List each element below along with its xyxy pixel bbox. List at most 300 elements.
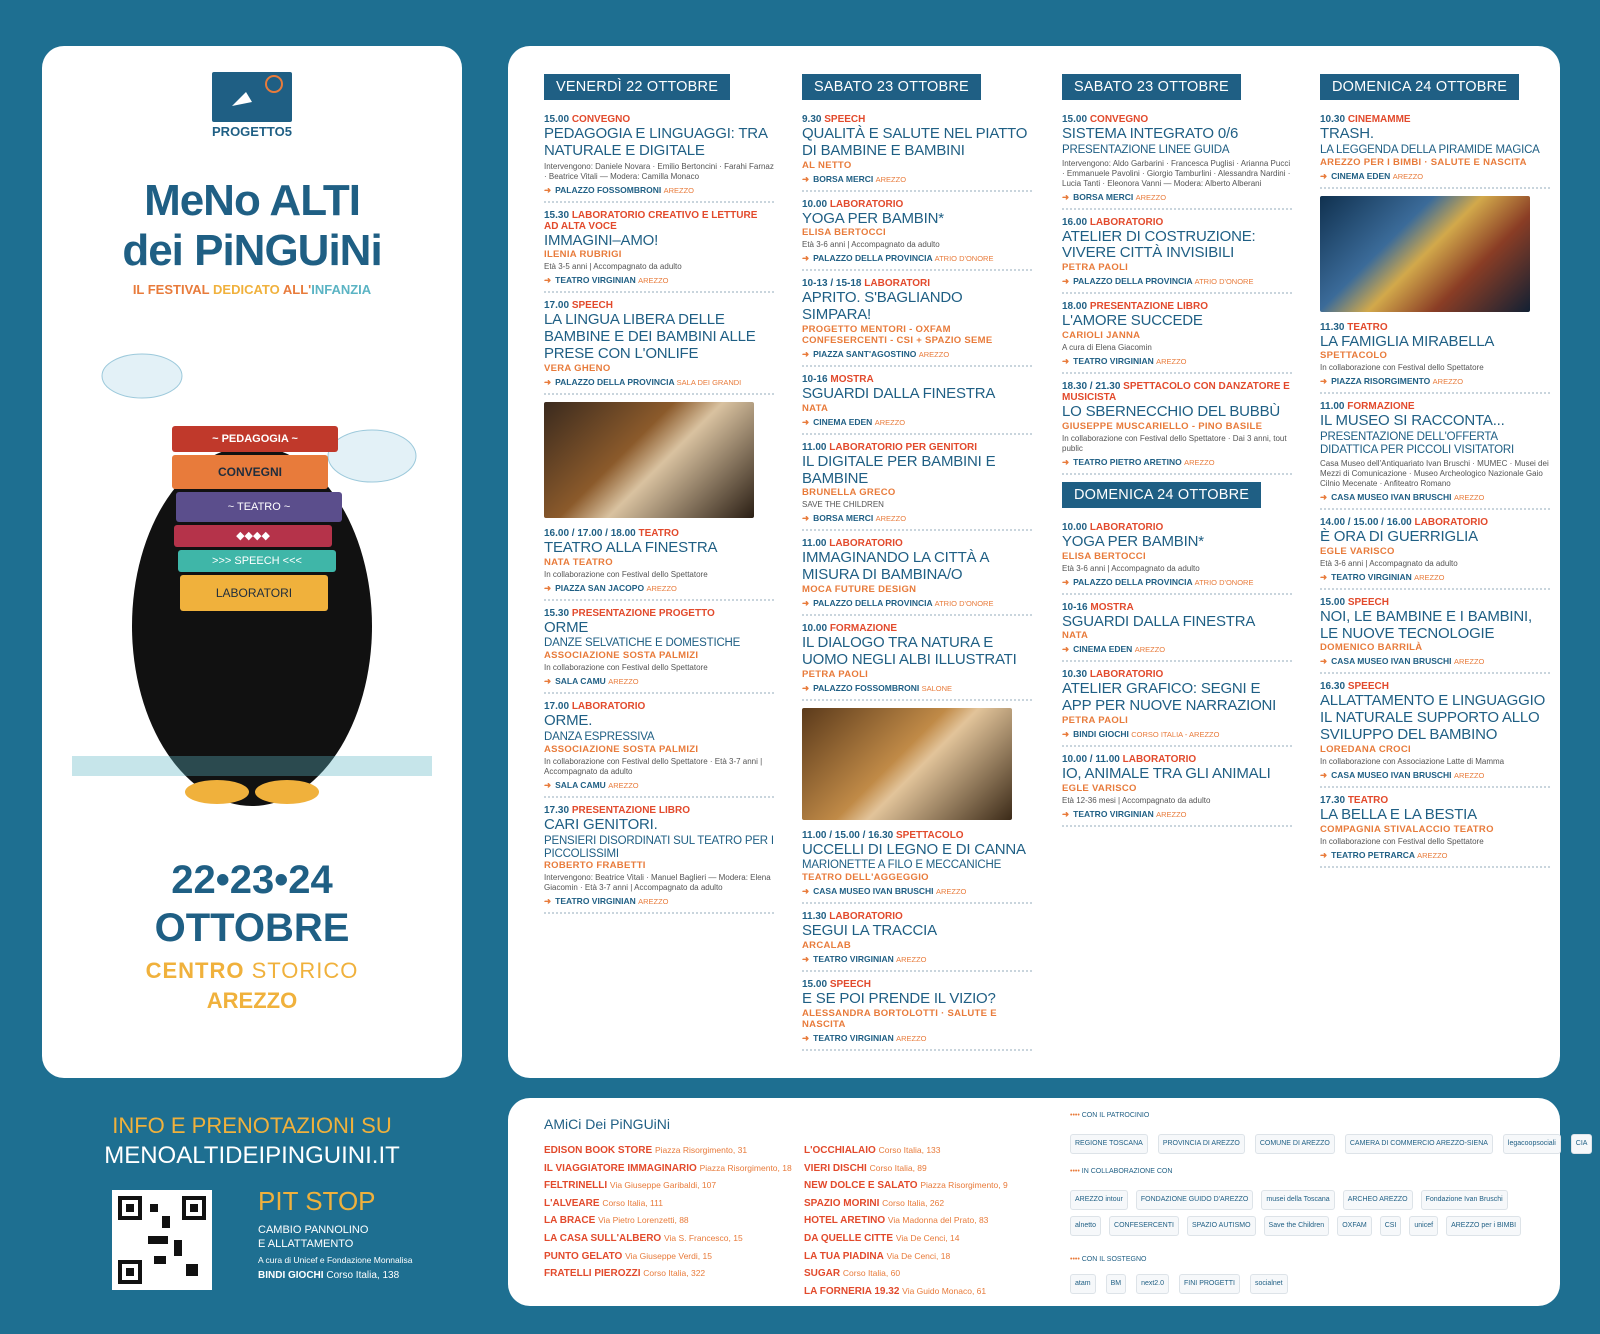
- event-time-value: 10-16: [802, 373, 828, 385]
- sponsor-logo: FINI PROGETTI: [1179, 1274, 1240, 1294]
- event-presenter: BRUNELLA GRECO: [802, 487, 896, 499]
- event-item[interactable]: [802, 911, 1032, 972]
- event-type: LABORATORIO: [829, 911, 903, 923]
- event-presenter: ARCALAB: [802, 940, 852, 952]
- pit-stop-line1: CAMBIO PANNOLINO: [258, 1224, 369, 1236]
- event-title: IL DIALOGO TRA NATURA E UOMO NEGLI ALBI ILLUSTRATI: [802, 633, 1017, 668]
- event-title: NOI, LE BAMBINE E I BAMBINI, LE NUOVE TECNOLOGIE: [1320, 607, 1532, 642]
- partners-panel: [508, 1098, 1588, 1306]
- event-presenter: ALESSANDRA BORTOLOTTI · SALUTE E NASCITA: [802, 1007, 997, 1030]
- event-title: È ORA DI GUERRIGLIA: [1320, 528, 1478, 546]
- event-title: IO, ANIMALE TRA GLI ANIMALI: [1062, 765, 1271, 783]
- event-venue[interactable]: [544, 275, 774, 286]
- event-venue-detail: AREZZO: [646, 583, 677, 593]
- event-title: IL MUSEO SI RACCONTA...: [1320, 412, 1505, 430]
- event-note: Intervengono: Beatrice Vitali · Manuel Baglieri — Modera: Elena Giacomin · Età 3-7 anni | Accompagnato da adulto: [544, 873, 771, 893]
- event-venue-detail: AREZZO: [1134, 645, 1166, 655]
- event-item[interactable]: [544, 300, 774, 394]
- festival-tagline: IL FESTIVAL DEDICATO ALL'INFANZIA: [132, 282, 372, 297]
- event-item[interactable]: [1320, 681, 1550, 787]
- event-venue-name: PALAZZO DELLA PROVINCIA: [813, 253, 933, 264]
- event-venue[interactable]: [1062, 809, 1292, 820]
- event-time-value: 9.30: [802, 114, 822, 125]
- partner-shop: [804, 1230, 1064, 1248]
- event-title: L'AMORE SUCCEDE: [1062, 312, 1203, 330]
- event-presenter: NATA: [1062, 630, 1089, 642]
- partner-shop-name: HOTEL ARETINO: [804, 1215, 886, 1227]
- day-header: DOMENICA 24 OTTOBRE: [1320, 74, 1519, 100]
- event-time-value: 16.00: [1062, 216, 1088, 228]
- event-time: [802, 830, 1032, 841]
- event-venue[interactable]: [802, 886, 1032, 897]
- book-ornament: ◆◆◆◆: [174, 525, 332, 547]
- sponsor-logo: AREZZO per i BIMBI: [1446, 1216, 1521, 1236]
- event-type: MOSTRA: [830, 373, 874, 385]
- event-time: [1062, 602, 1292, 613]
- sponsor-logo: AREZZO intour: [1070, 1190, 1128, 1210]
- book-pedagogia: ~ PEDAGOGIA ~: [172, 426, 338, 452]
- event-time: [544, 608, 774, 619]
- sostegno-label: •••• CON IL SOSTEGNO: [1070, 1256, 1146, 1263]
- event-title: LA LINGUA LIBERA DELLE BAMBINE E DEI BAMBINI ALLE PRESE CON L'ONLIFE: [544, 311, 756, 362]
- partner-shop-name: LA TUA PIADINA: [804, 1250, 884, 1262]
- event-presenter: AL NETTO: [802, 159, 852, 171]
- event-venue-detail: AREZZO: [1432, 377, 1464, 387]
- event-time: [802, 442, 1032, 453]
- event-time-value: 15.00: [544, 114, 570, 125]
- event-venue-detail: AREZZO: [1156, 357, 1187, 367]
- event-venue[interactable]: [1062, 577, 1292, 588]
- event-venue[interactable]: [802, 174, 1032, 185]
- partner-shop-name: L'ALVEARE: [544, 1197, 600, 1209]
- event-presenter: VERA GHENO: [544, 362, 611, 374]
- event-title: QUALITÀ E SALUTE NEL PIATTO DI BAMBINE E BAMBINI: [802, 125, 1028, 159]
- event-item[interactable]: [802, 979, 1032, 1051]
- partner-shop-address: Piazza Risorgimento, 18: [699, 1162, 792, 1173]
- event-venue-detail: AREZZO: [1135, 192, 1167, 202]
- partner-shop: [544, 1177, 804, 1195]
- partner-shop: [544, 1265, 804, 1283]
- event-title: UCCELLI DI LEGNO E DI CANNA: [802, 840, 1026, 858]
- event-title: ATELIER DI COSTRUZIONE: VIVERE CITTÀ INVISIBILI: [1062, 227, 1256, 262]
- event-venue[interactable]: [1320, 572, 1550, 583]
- event-venue[interactable]: [544, 377, 774, 388]
- event-venue-name: PALAZZO FOSSOMBRONI: [555, 184, 662, 195]
- pit-stop-line2: E ALLATTAMENTO: [258, 1238, 354, 1250]
- event-item[interactable]: [1062, 522, 1292, 595]
- event-note: In collaborazione con Festival dello Spettatore · Dai 3 anni, tout public: [1062, 433, 1287, 453]
- sponsor-logo: legacoopsociali: [1503, 1134, 1561, 1154]
- partner-shop-address: Corso Italia, 89: [869, 1162, 927, 1173]
- event-venue[interactable]: [1320, 850, 1550, 861]
- event-venue[interactable]: [802, 253, 1032, 264]
- patrocinio-logos: [1070, 1134, 1592, 1154]
- partner-shop-name: NEW DOLCE E SALATO: [804, 1180, 918, 1192]
- event-title: ORME: [544, 618, 589, 636]
- event-time: [544, 805, 774, 816]
- event-item[interactable]: [802, 538, 1032, 616]
- event-type: PRESENTAZIONE LIBRO: [571, 804, 690, 816]
- event-subtitle: PENSIERI DISORDINATI SUL TEATRO PER I PICCOLISSIMI: [544, 834, 774, 860]
- event-item[interactable]: [544, 114, 774, 203]
- event-type: LABORATORIO: [1122, 754, 1197, 766]
- sponsor-logo: atam: [1070, 1274, 1096, 1294]
- event-item[interactable]: [802, 278, 1032, 367]
- event-venue[interactable]: [544, 583, 774, 594]
- event-time: [802, 538, 1032, 549]
- event-item[interactable]: [1062, 754, 1292, 827]
- event-item[interactable]: [802, 374, 1032, 435]
- event-time-value: 15.00: [802, 979, 828, 991]
- partner-shop-name: DA QUELLE CITTE: [804, 1232, 894, 1244]
- event-note: Età 3-6 anni | Accompagnato da adulto: [802, 240, 940, 250]
- event-type: SPETTACOLO: [895, 829, 964, 841]
- event-venue-name: PALAZZO DELLA PROVINCIA: [1073, 576, 1193, 587]
- partner-shop-name: IL VIAGGIATORE IMMAGINARIO: [544, 1162, 697, 1174]
- patrocinio-label: •••• CON IL PATROCINIO: [1070, 1112, 1149, 1119]
- progetto5-logo: [212, 72, 292, 122]
- event-venue-name: PIAZZA SAN JACOPO: [555, 582, 645, 593]
- event-venue[interactable]: [1062, 356, 1292, 367]
- event-venue-detail: AREZZO: [896, 1033, 927, 1043]
- event-venue[interactable]: [1320, 171, 1550, 182]
- partner-shop: [544, 1160, 804, 1178]
- event-presenter: EGLE VARISCO: [1320, 545, 1395, 557]
- partner-shop-address: Corso Italia, 322: [643, 1268, 706, 1279]
- event-venue-name: TEATRO VIRGINIAN: [813, 1032, 894, 1043]
- sponsor-logo: BM: [1106, 1274, 1127, 1294]
- event-note: In collaborazione con Festival dello Spettatore: [544, 663, 708, 673]
- event-item[interactable]: [544, 701, 774, 798]
- event-item[interactable]: [1320, 517, 1550, 590]
- event-venue-name: SALA CAMU: [555, 676, 606, 687]
- day-header: VENERDÌ 22 OTTOBRE: [544, 74, 730, 100]
- event-time: [544, 210, 774, 232]
- event-time-value: 11.00: [802, 441, 827, 453]
- partner-shop-address: Corso Italia, 133: [878, 1145, 941, 1155]
- event-venue-name: CINEMA EDEN: [1331, 170, 1391, 181]
- event-venue[interactable]: [802, 683, 1032, 694]
- partner-shop-name: VIERI DISCHI: [804, 1162, 867, 1174]
- book-convegni: CONVEGNI: [172, 455, 328, 489]
- event-venue[interactable]: [802, 417, 1032, 428]
- event-venue[interactable]: [544, 896, 774, 907]
- event-time: [544, 701, 774, 712]
- event-presenter: PETRA PAOLI: [802, 668, 869, 680]
- event-time: [802, 374, 1032, 385]
- event-time-value: 10.00: [1062, 521, 1088, 533]
- event-type: SPEECH: [829, 979, 871, 991]
- event-time: [1062, 301, 1292, 312]
- event-item[interactable]: [1062, 669, 1292, 747]
- partner-shop-address: Corso Italia, 60: [842, 1268, 901, 1279]
- partner-shop-address: Piazza Risorgimento, 9: [920, 1180, 1008, 1191]
- event-note: Casa Museo dell'Antiquariato Ivan Bruschi · MUMEC · Musei dei Mezzi di Comunicazione · Museo Archeologico Nazionale Gaio Cilnio Mecenate · Anfiteatro Romano: [1320, 459, 1549, 489]
- day-column-1: [544, 74, 774, 921]
- partner-shop-name: EDISON BOOK STORE: [544, 1145, 653, 1156]
- event-title: PEDAGOGIA E LINGUAGGI: TRA NATURALE E DIGITALE: [544, 125, 767, 159]
- event-venue[interactable]: [1062, 457, 1292, 468]
- event-title: LA FAMIGLIA MIRABELLA: [1320, 332, 1495, 350]
- event-time: [1062, 522, 1292, 533]
- event-title: TRASH.: [1320, 125, 1374, 142]
- partner-shop-name: SUGAR: [804, 1268, 841, 1280]
- event-time-value: 18.30 / 21.30: [1062, 381, 1121, 393]
- event-time: [802, 114, 1032, 125]
- progetto5-label: PROGETTO5: [212, 124, 292, 139]
- partner-shop-address: Piazza Risorgimento, 31: [654, 1145, 748, 1155]
- partner-shop: [804, 1142, 1064, 1160]
- event-presenter: ROBERTO FRABETTI: [544, 860, 646, 872]
- day-header: SABATO 23 OTTOBRE: [802, 74, 981, 100]
- partner-shop-address: Via Pietro Lorenzetti, 88: [598, 1215, 689, 1226]
- partner-shop: [804, 1195, 1064, 1213]
- event-item[interactable]: [544, 210, 774, 294]
- event-venue-detail: SALA DEI GRANDI: [676, 377, 742, 387]
- event-venue-detail: AREZZO: [608, 677, 639, 687]
- event-presenter: PETRA PAOLI: [1062, 262, 1129, 274]
- event-item[interactable]: [544, 608, 774, 695]
- event-time-value: 15.30: [544, 209, 570, 221]
- event-venue-name: CASA MUSEO IVAN BRUSCHI: [813, 886, 934, 897]
- event-venue-name: TEATRO PETRARCA: [1331, 849, 1415, 860]
- event-type: CONVEGNO: [1089, 114, 1149, 125]
- event-type: FORMAZIONE: [1347, 401, 1415, 413]
- event-type: TEATRO: [1347, 321, 1388, 333]
- event-venue[interactable]: [544, 780, 774, 791]
- event-venue-detail: AREZZO: [875, 174, 907, 184]
- event-title: ALLATTAMENTO E LINGUAGGIO IL NATURALE SUPPORTO ALLO SVILUPPO DEL BAMBINO: [1320, 692, 1546, 743]
- event-venue-name: PALAZZO FOSSOMBRONI: [813, 682, 920, 693]
- partner-shop: [544, 1195, 804, 1213]
- book-stack: [172, 426, 332, 611]
- event-time: [1062, 669, 1292, 680]
- sponsor-logo: CONFESERCENTI: [1109, 1216, 1179, 1236]
- partner-shop-address: Via Madonna del Prato, 83: [887, 1215, 989, 1226]
- event-time: [1062, 217, 1292, 228]
- partner-shop-address: Via De Cenci, 18: [886, 1250, 951, 1261]
- pit-stop-credit: A cura di Unicef e Fondazione Monnalisa: [258, 1255, 413, 1265]
- event-venue-name: BORSA MERCI: [813, 173, 874, 184]
- event-type: CONVEGNO: [571, 114, 631, 125]
- event-venue[interactable]: [1320, 492, 1550, 503]
- book-teatro: ~ TEATRO ~: [176, 492, 342, 522]
- event-venue[interactable]: [802, 513, 1032, 524]
- event-venue[interactable]: [802, 349, 1032, 360]
- event-presenter: ELISA BERTOCCI: [1062, 550, 1146, 562]
- collaborazione-logos: [1070, 1190, 1530, 1236]
- event-presenter: NATA: [802, 402, 829, 414]
- event-venue-detail: AREZZO: [918, 349, 950, 359]
- event-type: LABORATORIO: [571, 701, 646, 713]
- event-venue[interactable]: [544, 676, 774, 687]
- event-venue[interactable]: [544, 185, 774, 196]
- partner-shop: [804, 1177, 1064, 1195]
- event-venue[interactable]: [802, 954, 1032, 965]
- event-subtitle: LA LEGGENDA DELLA PIRAMIDE MAGICA: [1320, 143, 1540, 156]
- festival-brand-panel: [42, 46, 462, 1078]
- event-type: SPEECH: [1347, 681, 1389, 693]
- partner-shop: [804, 1283, 1064, 1301]
- event-title: YOGA PER BAMBIN*: [1062, 532, 1204, 550]
- event-presenter: COMPAGNIA STIVALACCIO TEATRO: [1320, 823, 1494, 835]
- event-venue[interactable]: [1320, 770, 1550, 781]
- event-type: PRESENTAZIONE PROGETTO: [571, 607, 715, 619]
- partner-shop: [544, 1212, 804, 1230]
- event-venue-detail: AREZZO: [896, 955, 927, 965]
- event-item[interactable]: [1062, 602, 1292, 663]
- sponsor-logo: CSI: [1380, 1216, 1402, 1236]
- event-venue-name: TEATRO VIRGINIAN: [1073, 808, 1154, 819]
- event-venue[interactable]: [1320, 656, 1550, 667]
- event-presenter: ELISA BERTOCCI: [802, 227, 886, 239]
- event-photo: [544, 402, 754, 518]
- event-item[interactable]: [802, 199, 1032, 272]
- event-type: LABORATORIO: [1089, 669, 1164, 681]
- event-title: IMMAGINANDO LA CITTÀ A MISURA DI BAMBINA/O: [802, 549, 989, 584]
- partner-shop: [544, 1142, 804, 1160]
- partner-shop-name: L'OCCHIALAIO: [804, 1145, 876, 1156]
- event-item[interactable]: [1062, 217, 1292, 295]
- event-item[interactable]: [1320, 114, 1550, 189]
- partner-shop-name: SPAZIO MORINI: [804, 1197, 880, 1209]
- event-subtitle: MARIONETTE A FILO E MECCANICHE: [802, 859, 1002, 872]
- event-type: SPEECH: [824, 114, 866, 125]
- event-venue-detail: AREZZO: [608, 780, 639, 790]
- event-note: In collaborazione con Festival dello Spettatore: [544, 569, 708, 579]
- event-title: TEATRO ALLA FINESTRA: [544, 538, 718, 556]
- pit-stop-shop: BINDI GIOCHI Corso Italia, 138: [258, 1270, 400, 1281]
- qr-code[interactable]: [112, 1190, 212, 1290]
- event-presenter: PETRA PAOLI: [1062, 715, 1129, 727]
- sponsor-logo: socialnet: [1250, 1274, 1288, 1294]
- event-item[interactable]: [1320, 401, 1550, 510]
- event-venue-detail: AREZZO: [1156, 809, 1187, 819]
- event-item[interactable]: [802, 442, 1032, 532]
- event-item[interactable]: [544, 805, 774, 915]
- event-type: LABORATORI: [864, 278, 931, 290]
- event-time-value: 17.30: [544, 804, 570, 816]
- event-time-value: 14.00 / 15.00 / 16.00: [1320, 517, 1412, 529]
- event-presenter: LOREDANA CROCI: [1320, 743, 1411, 755]
- event-venue-name: TEATRO VIRGINIAN: [555, 275, 636, 286]
- event-time-value: 11.30: [802, 911, 827, 923]
- event-venue-name: CASA MUSEO IVAN BRUSCHI: [1331, 492, 1452, 503]
- event-time: [802, 278, 1032, 289]
- day-column-2: [802, 74, 1032, 1058]
- event-time-value: 10.30: [1320, 114, 1346, 125]
- event-item[interactable]: [802, 623, 1032, 701]
- event-presenter: SPETTACOLO: [1320, 350, 1388, 362]
- event-venue[interactable]: [1062, 644, 1292, 655]
- event-photo: [802, 708, 1012, 820]
- sponsor-logo: unicef: [1409, 1216, 1438, 1236]
- event-item[interactable]: [1320, 322, 1550, 395]
- event-venue-name: PALAZZO DELLA PROVINCIA: [555, 376, 675, 387]
- program-panel: [508, 46, 1560, 1078]
- event-note: In collaborazione con Festival dello Spettatore · Età 3-7 anni | Accompagnato da adulto: [544, 756, 763, 776]
- partner-shop-name: LA CASA SULL'ALBERO: [544, 1232, 662, 1244]
- event-type: MOSTRA: [1090, 601, 1134, 613]
- event-venue-name: PIAZZA SANT'AGOSTINO: [813, 348, 917, 359]
- sponsor-logo: CAMERA DI COMMERCIO AREZZO-SIENA: [1345, 1134, 1493, 1154]
- event-item[interactable]: [1062, 381, 1292, 475]
- event-title: IMMAGINI–AMO!: [544, 231, 659, 249]
- partner-shop-name: PUNTO GELATO: [544, 1250, 623, 1262]
- event-item[interactable]: [1320, 795, 1550, 868]
- event-time-value: 10.00: [802, 198, 828, 210]
- event-type: TEATRO: [638, 527, 679, 539]
- day-column-4: [1320, 74, 1550, 875]
- event-venue-detail: AREZZO: [1453, 657, 1485, 667]
- event-note: Intervengono: Aldo Garbarini · Francesca Puglisi · Arianna Pucci · Emmanuele Pavolini · Giorgio Tamburlini · Alessandra Nardini · Lucia Tanti · Eleonora Vanni — Modera: Alberto Alberani: [1062, 158, 1291, 188]
- event-venue[interactable]: [802, 1033, 1032, 1044]
- event-type: SPEECH: [1347, 596, 1389, 608]
- event-venue[interactable]: [1062, 276, 1292, 287]
- event-venue-name: TEATRO VIRGINIAN: [1073, 356, 1154, 367]
- partner-shop-name: FRATELLI PIEROZZI: [544, 1268, 641, 1280]
- event-venue-name: PALAZZO DELLA PROVINCIA: [1073, 276, 1193, 287]
- pit-stop-title: PIT STOP: [258, 1186, 376, 1216]
- amici-title: AMiCi Dei PiNGUiNi: [544, 1116, 671, 1132]
- partner-shop-address: Via Giuseppe Verdi, 15: [625, 1250, 712, 1261]
- event-venue-detail: ATRIO D'ONORE: [1194, 577, 1254, 587]
- partner-shop: [804, 1160, 1064, 1178]
- event-venue-detail: ATRIO D'ONORE: [934, 598, 994, 608]
- event-item[interactable]: [1062, 301, 1292, 374]
- event-venue-detail: AREZZO: [1392, 171, 1424, 181]
- event-time-value: 10.30: [1062, 669, 1088, 681]
- info-url[interactable]: MENOALTIDEIPINGUINI.IT: [104, 1142, 400, 1169]
- event-time-value: 16.00 / 17.00 / 18.00: [544, 527, 636, 539]
- event-presenter: GIUSEPPE MUSCARIELLO - PINO BASILE: [1062, 420, 1263, 432]
- event-time-value: 15.30: [544, 607, 570, 619]
- event-time: [1062, 381, 1292, 403]
- event-item[interactable]: [802, 114, 1032, 192]
- sponsor-logo: ARCHEO AREZZO: [1343, 1190, 1413, 1210]
- event-venue-detail: AREZZO: [1184, 457, 1215, 467]
- event-venue[interactable]: [1062, 729, 1292, 740]
- event-item[interactable]: [544, 528, 774, 601]
- event-type: PRESENTAZIONE LIBRO: [1089, 301, 1208, 313]
- event-time-value: 15.00: [1320, 596, 1346, 608]
- event-venue-detail: AREZZO: [638, 897, 669, 907]
- event-venue[interactable]: [802, 598, 1032, 609]
- amici-list-1: [544, 1142, 804, 1283]
- event-time-value: 11.00: [802, 538, 827, 550]
- event-time-value: 10.00 / 11.00: [1062, 754, 1120, 766]
- event-venue-name: CINEMA EDEN: [1073, 644, 1133, 655]
- event-venue[interactable]: [1320, 376, 1550, 387]
- event-title: LA BELLA E LA BESTIA: [1320, 805, 1477, 823]
- event-title: ATELIER GRAFICO: SEGNI E APP PER NUOVE NARRAZIONI: [1062, 680, 1277, 715]
- partner-shop: [804, 1212, 1064, 1230]
- event-presenter: PROGETTO MENTORI - OXFAM CONFESERCENTI - CSI + SPAZIO SEME: [802, 323, 993, 346]
- event-time: [1062, 114, 1292, 125]
- festival-title-line1: MeNo ALTI: [144, 176, 360, 225]
- event-venue[interactable]: [1062, 192, 1292, 203]
- event-presenter: ILENIA RUBRIGI: [544, 249, 622, 261]
- event-title: E SE POI PRENDE IL VIZIO?: [802, 990, 996, 1008]
- event-presenter: TEATRO DELL'AGGEGGIO: [802, 872, 929, 884]
- event-venue-detail: ATRIO D'ONORE: [934, 254, 994, 264]
- event-venue-detail: SALONE: [921, 683, 953, 693]
- event-item[interactable]: [1062, 114, 1292, 210]
- event-item[interactable]: [802, 830, 1032, 905]
- event-item[interactable]: [1320, 597, 1550, 675]
- event-time-value: 10-16: [1062, 601, 1088, 613]
- event-venue-detail: AREZZO: [1453, 770, 1485, 780]
